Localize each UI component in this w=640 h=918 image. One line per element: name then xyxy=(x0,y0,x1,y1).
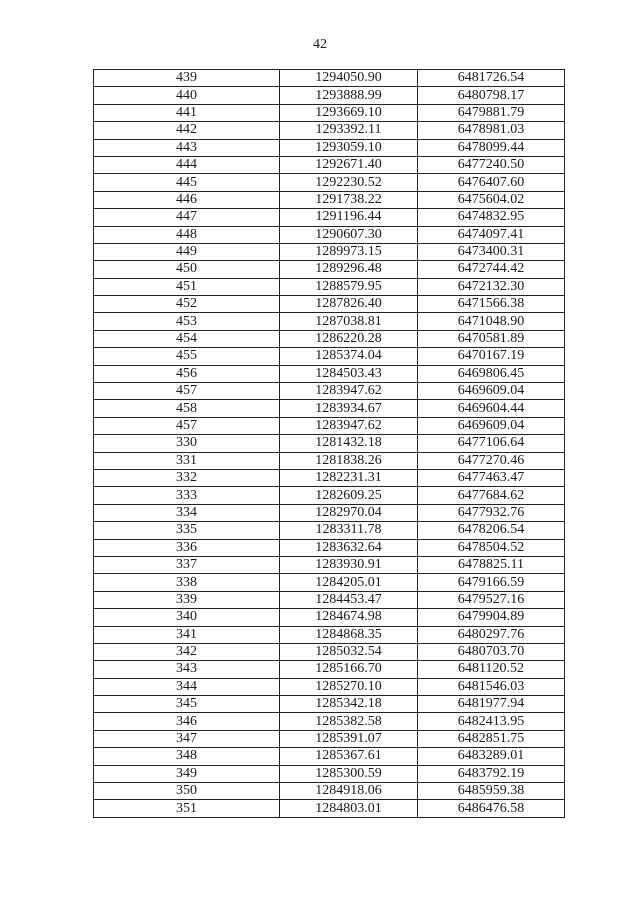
table-row xyxy=(94,713,565,730)
y-coordinate-cell: 6469806.45 xyxy=(418,365,565,382)
y-coordinate-cell: 6477240.50 xyxy=(418,156,565,173)
table-row xyxy=(94,383,565,400)
y-coordinate-cell: 6471566.38 xyxy=(418,296,565,313)
point-number-cell: 447 xyxy=(94,209,280,226)
table-row xyxy=(94,87,565,104)
x-coordinate-cell: 1285270.10 xyxy=(280,678,418,695)
x-coordinate-cell: 1283934.67 xyxy=(280,400,418,417)
point-number-cell: 455 xyxy=(94,348,280,365)
x-coordinate-cell: 1284453.47 xyxy=(280,591,418,608)
point-number-cell: 449 xyxy=(94,243,280,260)
x-coordinate-cell: 1287826.40 xyxy=(280,296,418,313)
y-coordinate-cell: 6485959.38 xyxy=(418,783,565,800)
x-coordinate-cell: 1285166.70 xyxy=(280,661,418,678)
x-coordinate-cell: 1285367.61 xyxy=(280,748,418,765)
y-coordinate-cell: 6477932.76 xyxy=(418,504,565,521)
table-row xyxy=(94,156,565,173)
table-row xyxy=(94,643,565,660)
point-number-cell: 442 xyxy=(94,122,280,139)
table-row xyxy=(94,765,565,782)
y-coordinate-cell: 6474097.41 xyxy=(418,226,565,243)
table-row xyxy=(94,313,565,330)
x-coordinate-cell: 1292230.52 xyxy=(280,174,418,191)
x-coordinate-cell: 1288579.95 xyxy=(280,278,418,295)
table-row xyxy=(94,504,565,521)
table-row xyxy=(94,539,565,556)
x-coordinate-cell: 1286220.28 xyxy=(280,330,418,347)
point-number-cell: 450 xyxy=(94,261,280,278)
point-number-cell: 458 xyxy=(94,400,280,417)
point-number-cell: 440 xyxy=(94,87,280,104)
point-number-cell: 332 xyxy=(94,469,280,486)
y-coordinate-cell: 6478981.03 xyxy=(418,122,565,139)
y-coordinate-cell: 6478099.44 xyxy=(418,139,565,156)
table-row xyxy=(94,104,565,121)
table-row xyxy=(94,574,565,591)
x-coordinate-cell: 1291196.44 xyxy=(280,209,418,226)
y-coordinate-cell: 6479904.89 xyxy=(418,609,565,626)
x-coordinate-cell: 1293392.11 xyxy=(280,122,418,139)
x-coordinate-cell: 1284918.06 xyxy=(280,783,418,800)
point-number-cell: 336 xyxy=(94,539,280,556)
point-number-cell: 446 xyxy=(94,191,280,208)
table-row xyxy=(94,417,565,434)
point-number-cell: 443 xyxy=(94,139,280,156)
table-row xyxy=(94,783,565,800)
table-row xyxy=(94,243,565,260)
x-coordinate-cell: 1284803.01 xyxy=(280,800,418,817)
table-row xyxy=(94,226,565,243)
table-row xyxy=(94,209,565,226)
point-number-cell: 343 xyxy=(94,661,280,678)
point-number-cell: 335 xyxy=(94,522,280,539)
y-coordinate-cell: 6472132.30 xyxy=(418,278,565,295)
x-coordinate-cell: 1291738.22 xyxy=(280,191,418,208)
y-coordinate-cell: 6481120.52 xyxy=(418,661,565,678)
point-number-cell: 333 xyxy=(94,487,280,504)
point-number-cell: 444 xyxy=(94,156,280,173)
y-coordinate-cell: 6481546.03 xyxy=(418,678,565,695)
table-row xyxy=(94,400,565,417)
y-coordinate-cell: 6478206.54 xyxy=(418,522,565,539)
table-row xyxy=(94,174,565,191)
x-coordinate-cell: 1283947.62 xyxy=(280,417,418,434)
x-coordinate-cell: 1285391.07 xyxy=(280,730,418,747)
point-number-cell: 452 xyxy=(94,296,280,313)
table-row xyxy=(94,261,565,278)
x-coordinate-cell: 1287038.81 xyxy=(280,313,418,330)
y-coordinate-cell: 6469604.44 xyxy=(418,400,565,417)
x-coordinate-cell: 1284674.98 xyxy=(280,609,418,626)
point-number-cell: 348 xyxy=(94,748,280,765)
point-number-cell: 456 xyxy=(94,365,280,382)
point-number-cell: 347 xyxy=(94,730,280,747)
y-coordinate-cell: 6486476.58 xyxy=(418,800,565,817)
table-row xyxy=(94,452,565,469)
y-coordinate-cell: 6473400.31 xyxy=(418,243,565,260)
y-coordinate-cell: 6477270.46 xyxy=(418,452,565,469)
y-coordinate-cell: 6476407.60 xyxy=(418,174,565,191)
point-number-cell: 457 xyxy=(94,383,280,400)
table-row xyxy=(94,626,565,643)
y-coordinate-cell: 6481726.54 xyxy=(418,70,565,87)
y-coordinate-cell: 6472744.42 xyxy=(418,261,565,278)
point-number-cell: 451 xyxy=(94,278,280,295)
point-number-cell: 350 xyxy=(94,783,280,800)
x-coordinate-cell: 1283311.78 xyxy=(280,522,418,539)
point-number-cell: 342 xyxy=(94,643,280,660)
y-coordinate-cell: 6480703.70 xyxy=(418,643,565,660)
x-coordinate-cell: 1285032.54 xyxy=(280,643,418,660)
x-coordinate-cell: 1294050.90 xyxy=(280,70,418,87)
y-coordinate-cell: 6479527.16 xyxy=(418,591,565,608)
x-coordinate-cell: 1283930.91 xyxy=(280,556,418,573)
point-number-cell: 345 xyxy=(94,696,280,713)
y-coordinate-cell: 6471048.90 xyxy=(418,313,565,330)
x-coordinate-cell: 1293059.10 xyxy=(280,139,418,156)
point-number-cell: 441 xyxy=(94,104,280,121)
x-coordinate-cell: 1285300.59 xyxy=(280,765,418,782)
table-row xyxy=(94,296,565,313)
point-number-cell: 331 xyxy=(94,452,280,469)
table-row xyxy=(94,278,565,295)
coordinates-table xyxy=(93,69,565,818)
table-row xyxy=(94,696,565,713)
table-row xyxy=(94,748,565,765)
table-row xyxy=(94,591,565,608)
y-coordinate-cell: 6474832.95 xyxy=(418,209,565,226)
x-coordinate-cell: 1289296.48 xyxy=(280,261,418,278)
point-number-cell: 340 xyxy=(94,609,280,626)
table-row xyxy=(94,522,565,539)
point-number-cell: 339 xyxy=(94,591,280,608)
x-coordinate-cell: 1289973.15 xyxy=(280,243,418,260)
y-coordinate-cell: 6470167.19 xyxy=(418,348,565,365)
table-row xyxy=(94,800,565,817)
x-coordinate-cell: 1285382.58 xyxy=(280,713,418,730)
y-coordinate-cell: 6483792.19 xyxy=(418,765,565,782)
page-number: 42 xyxy=(313,37,327,52)
point-number-cell: 334 xyxy=(94,504,280,521)
x-coordinate-cell: 1284205.01 xyxy=(280,574,418,591)
point-number-cell: 341 xyxy=(94,626,280,643)
y-coordinate-cell: 6469609.04 xyxy=(418,417,565,434)
y-coordinate-cell: 6469609.04 xyxy=(418,383,565,400)
y-coordinate-cell: 6480297.76 xyxy=(418,626,565,643)
y-coordinate-cell: 6477684.62 xyxy=(418,487,565,504)
point-number-cell: 439 xyxy=(94,70,280,87)
y-coordinate-cell: 6480798.17 xyxy=(418,87,565,104)
x-coordinate-cell: 1282609.25 xyxy=(280,487,418,504)
table-row xyxy=(94,70,565,87)
table-row xyxy=(94,365,565,382)
x-coordinate-cell: 1283947.62 xyxy=(280,383,418,400)
x-coordinate-cell: 1281432.18 xyxy=(280,435,418,452)
x-coordinate-cell: 1283632.64 xyxy=(280,539,418,556)
x-coordinate-cell: 1293669.10 xyxy=(280,104,418,121)
y-coordinate-cell: 6478825.11 xyxy=(418,556,565,573)
x-coordinate-cell: 1281838.26 xyxy=(280,452,418,469)
table-row xyxy=(94,661,565,678)
y-coordinate-cell: 6481977.94 xyxy=(418,696,565,713)
point-number-cell: 349 xyxy=(94,765,280,782)
x-coordinate-cell: 1284503.43 xyxy=(280,365,418,382)
table-row xyxy=(94,435,565,452)
y-coordinate-cell: 6483289.01 xyxy=(418,748,565,765)
table-row xyxy=(94,487,565,504)
table-row xyxy=(94,469,565,486)
y-coordinate-cell: 6479881.79 xyxy=(418,104,565,121)
table-row xyxy=(94,122,565,139)
y-coordinate-cell: 6478504.52 xyxy=(418,539,565,556)
x-coordinate-cell: 1292671.40 xyxy=(280,156,418,173)
x-coordinate-cell: 1285342.18 xyxy=(280,696,418,713)
y-coordinate-cell: 6482851.75 xyxy=(418,730,565,747)
point-number-cell: 351 xyxy=(94,800,280,817)
point-number-cell: 453 xyxy=(94,313,280,330)
point-number-cell: 445 xyxy=(94,174,280,191)
y-coordinate-cell: 6475604.02 xyxy=(418,191,565,208)
point-number-cell: 337 xyxy=(94,556,280,573)
x-coordinate-cell: 1282970.04 xyxy=(280,504,418,521)
table-row xyxy=(94,678,565,695)
table-row xyxy=(94,348,565,365)
table-row xyxy=(94,730,565,747)
x-coordinate-cell: 1290607.30 xyxy=(280,226,418,243)
y-coordinate-cell: 6479166.59 xyxy=(418,574,565,591)
point-number-cell: 457 xyxy=(94,417,280,434)
x-coordinate-cell: 1284868.35 xyxy=(280,626,418,643)
x-coordinate-cell: 1285374.04 xyxy=(280,348,418,365)
x-coordinate-cell: 1282231.31 xyxy=(280,469,418,486)
table-row xyxy=(94,330,565,347)
point-number-cell: 448 xyxy=(94,226,280,243)
coordinates-table-body xyxy=(94,70,565,818)
table-row xyxy=(94,139,565,156)
point-number-cell: 346 xyxy=(94,713,280,730)
point-number-cell: 330 xyxy=(94,435,280,452)
y-coordinate-cell: 6482413.95 xyxy=(418,713,565,730)
table-row xyxy=(94,191,565,208)
point-number-cell: 338 xyxy=(94,574,280,591)
y-coordinate-cell: 6477463.47 xyxy=(418,469,565,486)
y-coordinate-cell: 6477106.64 xyxy=(418,435,565,452)
y-coordinate-cell: 6470581.89 xyxy=(418,330,565,347)
table-row xyxy=(94,556,565,573)
point-number-cell: 344 xyxy=(94,678,280,695)
point-number-cell: 454 xyxy=(94,330,280,347)
x-coordinate-cell: 1293888.99 xyxy=(280,87,418,104)
table-row xyxy=(94,609,565,626)
